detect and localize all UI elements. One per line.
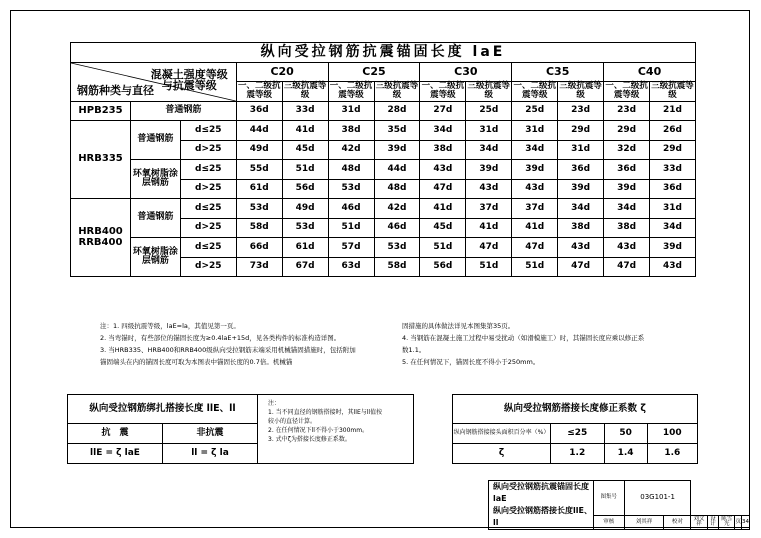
notes-right (402, 320, 692, 368)
length-value-cell: 31d (512, 121, 558, 141)
length-value-cell: 44d (236, 121, 282, 141)
length-value-cell: 36d (558, 160, 604, 180)
diameter-cell: d≤25 (180, 199, 236, 219)
length-value-cell: 53d (282, 218, 328, 238)
length-value-cell: 36d (236, 101, 282, 121)
lap-nonseismic-header: 非抗震 (163, 424, 258, 444)
length-value-cell: 34d (604, 199, 650, 219)
title-block-field: 34 (741, 515, 749, 529)
lap-seismic-formula: llE = ζ laE (68, 444, 163, 464)
note-line: 较小的直径计算。 (268, 418, 317, 425)
length-value-cell: 46d (374, 218, 420, 238)
length-value-cell: 46d (328, 199, 374, 219)
length-value-cell: 43d (512, 179, 558, 199)
header-diagonal-cell (71, 62, 237, 101)
grade-header: C20 (236, 62, 328, 82)
length-value-cell: 39d (512, 160, 558, 180)
length-value-cell: 23d (558, 101, 604, 121)
length-value-cell: 21d (650, 101, 696, 121)
length-value-cell: 51d (282, 160, 328, 180)
length-value-cell: 61d (236, 179, 282, 199)
lap-title: 纵向受拉钢筋绑扎搭接长度 llE、ll (68, 395, 258, 424)
rebar-type-cell: HRB335 (71, 121, 131, 199)
rebar-coating-cell: 普通钢筋 (130, 101, 236, 121)
rebar-type-cell: HRB400 RRB400 (71, 199, 131, 277)
seismic-grade-subheader: 一、二级抗震等级 (421, 81, 465, 101)
seismic-grade-subheader: 三级抗震等级 (467, 81, 511, 101)
lap-note (258, 394, 414, 464)
length-value-cell: 57d (328, 238, 374, 258)
coef-title: 纵向受拉钢筋搭接长度修正系数 ζ (453, 395, 698, 424)
length-value-cell: 47d (512, 238, 558, 258)
atlas-label: 图集号 (593, 481, 624, 516)
coef-label: 纵向钢筋搭接接头面积百分率（%） (453, 424, 551, 444)
length-value-cell: 63d (328, 257, 374, 277)
coef-col: 100 (647, 424, 697, 444)
length-value-cell: 58d (236, 218, 282, 238)
atlas-number: 03G101-1 (624, 481, 691, 516)
length-value-cell: 31d (466, 121, 512, 141)
length-value-cell: 61d (282, 238, 328, 258)
length-value-cell: 43d (420, 160, 466, 180)
length-value-cell: 53d (236, 199, 282, 219)
length-value-cell: 53d (328, 179, 374, 199)
length-value-cell: 48d (328, 160, 374, 180)
drawing-name-1: 纵向受拉钢筋抗震锚固长度laE (493, 482, 589, 503)
title-block-name (489, 481, 594, 530)
grade-header: C30 (420, 62, 512, 82)
diameter-cell: d>25 (180, 179, 236, 199)
rebar-type-cell: HPB235 (71, 101, 131, 121)
table-row (71, 160, 696, 180)
length-value-cell: 39d (650, 238, 696, 258)
length-value-cell: 44d (374, 160, 420, 180)
length-value-cell: 41d (512, 218, 558, 238)
seismic-grade-subheader: 三级抗震等级 (559, 81, 602, 101)
length-value-cell: 39d (604, 179, 650, 199)
length-value-cell: 56d (282, 179, 328, 199)
length-value-cell: 34d (650, 218, 696, 238)
title-block (488, 480, 750, 530)
title-block-field: 刘其祥 (624, 515, 664, 529)
length-value-cell: 41d (420, 199, 466, 219)
length-value-cell: 47d (420, 179, 466, 199)
length-value-cell: 25d (466, 101, 512, 121)
table-title: 纵向受拉钢筋抗震锚固长度 laE (71, 43, 696, 63)
length-value-cell: 45d (420, 218, 466, 238)
length-value-cell: 37d (512, 199, 558, 219)
grade-header: C40 (604, 62, 696, 82)
length-value-cell: 47d (558, 257, 604, 277)
rebar-coating-cell: 普通钢筋 (130, 121, 180, 160)
length-value-cell: 31d (558, 140, 604, 160)
length-value-cell: 28d (374, 101, 420, 121)
seismic-grade-subheader: 一、二级抗震等级 (513, 81, 556, 101)
length-value-cell: 43d (604, 238, 650, 258)
diameter-cell: d>25 (180, 218, 236, 238)
note-line: 1. 当不同直径的钢筋搭接时，其llE与ll值按 (268, 409, 383, 416)
length-value-cell: 41d (466, 218, 512, 238)
rebar-coating-cell: 环氧树脂涂层钢筋 (130, 238, 180, 277)
table-row (71, 121, 696, 141)
note-line: 3. 式中ζ为搭接长度修正系数。 (268, 436, 351, 443)
length-value-cell: 51d (420, 238, 466, 258)
length-value-cell: 33d (650, 160, 696, 180)
note-line: 锚固端头在内的锚固长度可取为本图表中锚固长度的0.7倍。机械锚 (100, 358, 293, 366)
drawing-name-2: 纵向受拉钢筋搭接长度llE、ll (493, 506, 592, 527)
rebar-coating-cell: 环氧树脂涂层钢筋 (130, 160, 180, 199)
title-block-field: 审核 (593, 515, 624, 529)
length-value-cell: 51d (512, 257, 558, 277)
length-value-cell: 32d (604, 140, 650, 160)
length-value-cell: 73d (236, 257, 282, 277)
note-line: 4. 当钢筋在混凝土施工过程中易受扰动（如滑模施工）时，其锚固长度应乘以修正系 (402, 334, 645, 342)
length-value-cell: 34d (466, 140, 512, 160)
grade-header: C25 (328, 62, 420, 82)
diameter-cell: d≤25 (180, 238, 236, 258)
length-value-cell: 49d (236, 140, 282, 160)
coef-val: 1.2 (551, 444, 605, 464)
length-value-cell: 45d (282, 140, 328, 160)
note-line: 2. 当弯锚时，有些部位的锚固长度为≥0.4laE+15d，见各类构件的标准构造详图。 (100, 334, 341, 342)
coef-val: 1.4 (604, 444, 647, 464)
length-value-cell: 36d (604, 160, 650, 180)
length-value-cell: 66d (236, 238, 282, 258)
length-value-cell: 34d (512, 140, 558, 160)
length-value-cell: 35d (374, 121, 420, 141)
seismic-grade-subheader: 三级抗震等级 (375, 81, 419, 101)
length-value-cell: 39d (466, 160, 512, 180)
length-value-cell: 56d (420, 257, 466, 277)
length-value-cell: 23d (604, 101, 650, 121)
diameter-cell: d>25 (180, 140, 236, 160)
note-line: 固措施的具体做法详见本图集第35页。 (402, 322, 515, 330)
title-block-field: 设计 (707, 515, 718, 529)
title-block-field: 校对 (664, 515, 691, 529)
coef-col: ≤25 (551, 424, 605, 444)
length-value-cell: 29d (604, 121, 650, 141)
length-value-cell: 48d (374, 179, 420, 199)
lap-nonseismic-formula: ll = ζ la (163, 444, 258, 464)
note-line: 5. 在任何情况下，锚固长度不得小于250mm。 (402, 358, 540, 366)
note-line: 数1.1。 (402, 346, 426, 354)
lap-seismic-header: 抗 震 (68, 424, 163, 444)
length-value-cell: 43d (558, 238, 604, 258)
diameter-cell: d≤25 (180, 160, 236, 180)
diameter-cell: d>25 (180, 257, 236, 277)
note-line: 注：1. 四级抗震等级，laE=la，其值见第一页。 (100, 322, 240, 330)
note-line: 2. 在任何情况下ll不得小于300mm。 (268, 427, 369, 434)
lap-length-table (67, 394, 258, 464)
table-row (71, 101, 696, 121)
rebar-coating-cell: 普通钢筋 (130, 199, 180, 238)
length-value-cell: 31d (650, 199, 696, 219)
length-value-cell: 58d (374, 257, 420, 277)
notes-left (100, 320, 400, 368)
length-value-cell: 29d (650, 140, 696, 160)
length-value-cell: 43d (650, 257, 696, 277)
length-value-cell: 41d (282, 121, 328, 141)
length-value-cell: 26d (650, 121, 696, 141)
seismic-grade-subheader: 一、二级抗震等级 (329, 81, 373, 101)
table-row (71, 238, 696, 258)
length-value-cell: 29d (558, 121, 604, 141)
title-block-field: 页 (735, 515, 742, 529)
length-value-cell: 25d (512, 101, 558, 121)
header-rebar-type: 钢筋种类与直径 (77, 83, 154, 97)
length-value-cell: 47d (604, 257, 650, 277)
length-value-cell: 38d (604, 218, 650, 238)
length-value-cell: 27d (420, 101, 466, 121)
note-line: 3. 当HRB335、HRB400和RRB400级纵向受拉钢筋末端采用机械锚固措施时，包括附加 (100, 346, 356, 354)
length-value-cell: 37d (466, 199, 512, 219)
seismic-grade-subheader: 一、二级抗震等级 (605, 81, 648, 101)
length-value-cell: 39d (558, 179, 604, 199)
length-value-cell: 34d (558, 199, 604, 219)
length-value-cell: 39d (374, 140, 420, 160)
seismic-grade-subheader: 三级抗震等级 (283, 81, 327, 101)
length-value-cell: 34d (420, 121, 466, 141)
length-value-cell: 36d (650, 179, 696, 199)
length-value-cell: 53d (374, 238, 420, 258)
length-value-cell: 49d (282, 199, 328, 219)
length-value-cell: 43d (466, 179, 512, 199)
title-block-field: 刘文祥 (691, 515, 707, 529)
length-value-cell: 42d (374, 199, 420, 219)
length-value-cell: 31d (328, 101, 374, 121)
seismic-grade-subheader: 一、二级抗震等级 (237, 81, 281, 101)
lap-note-head: 注： (268, 400, 281, 407)
header-concrete-grade: 混凝土强度等级 与抗震等级 (150, 67, 228, 93)
grade-header: C35 (512, 62, 604, 82)
coef-val: 1.6 (647, 444, 697, 464)
title-block-field: 陈雪光 (719, 515, 735, 529)
length-value-cell: 51d (466, 257, 512, 277)
coef-zeta: ζ (453, 444, 551, 464)
seismic-grade-subheader: 三级抗震等级 (651, 81, 694, 101)
length-value-cell: 51d (328, 218, 374, 238)
length-value-cell: 38d (558, 218, 604, 238)
table-row (71, 199, 696, 219)
length-value-cell: 42d (328, 140, 374, 160)
length-value-cell: 47d (466, 238, 512, 258)
length-value-cell: 38d (328, 121, 374, 141)
anchorage-length-table (70, 42, 696, 277)
length-value-cell: 55d (236, 160, 282, 180)
coef-col: 50 (604, 424, 647, 444)
length-value-cell: 38d (420, 140, 466, 160)
length-value-cell: 33d (282, 101, 328, 121)
length-value-cell: 67d (282, 257, 328, 277)
lap-coefficient-table (452, 394, 698, 464)
diameter-cell: d≤25 (180, 121, 236, 141)
